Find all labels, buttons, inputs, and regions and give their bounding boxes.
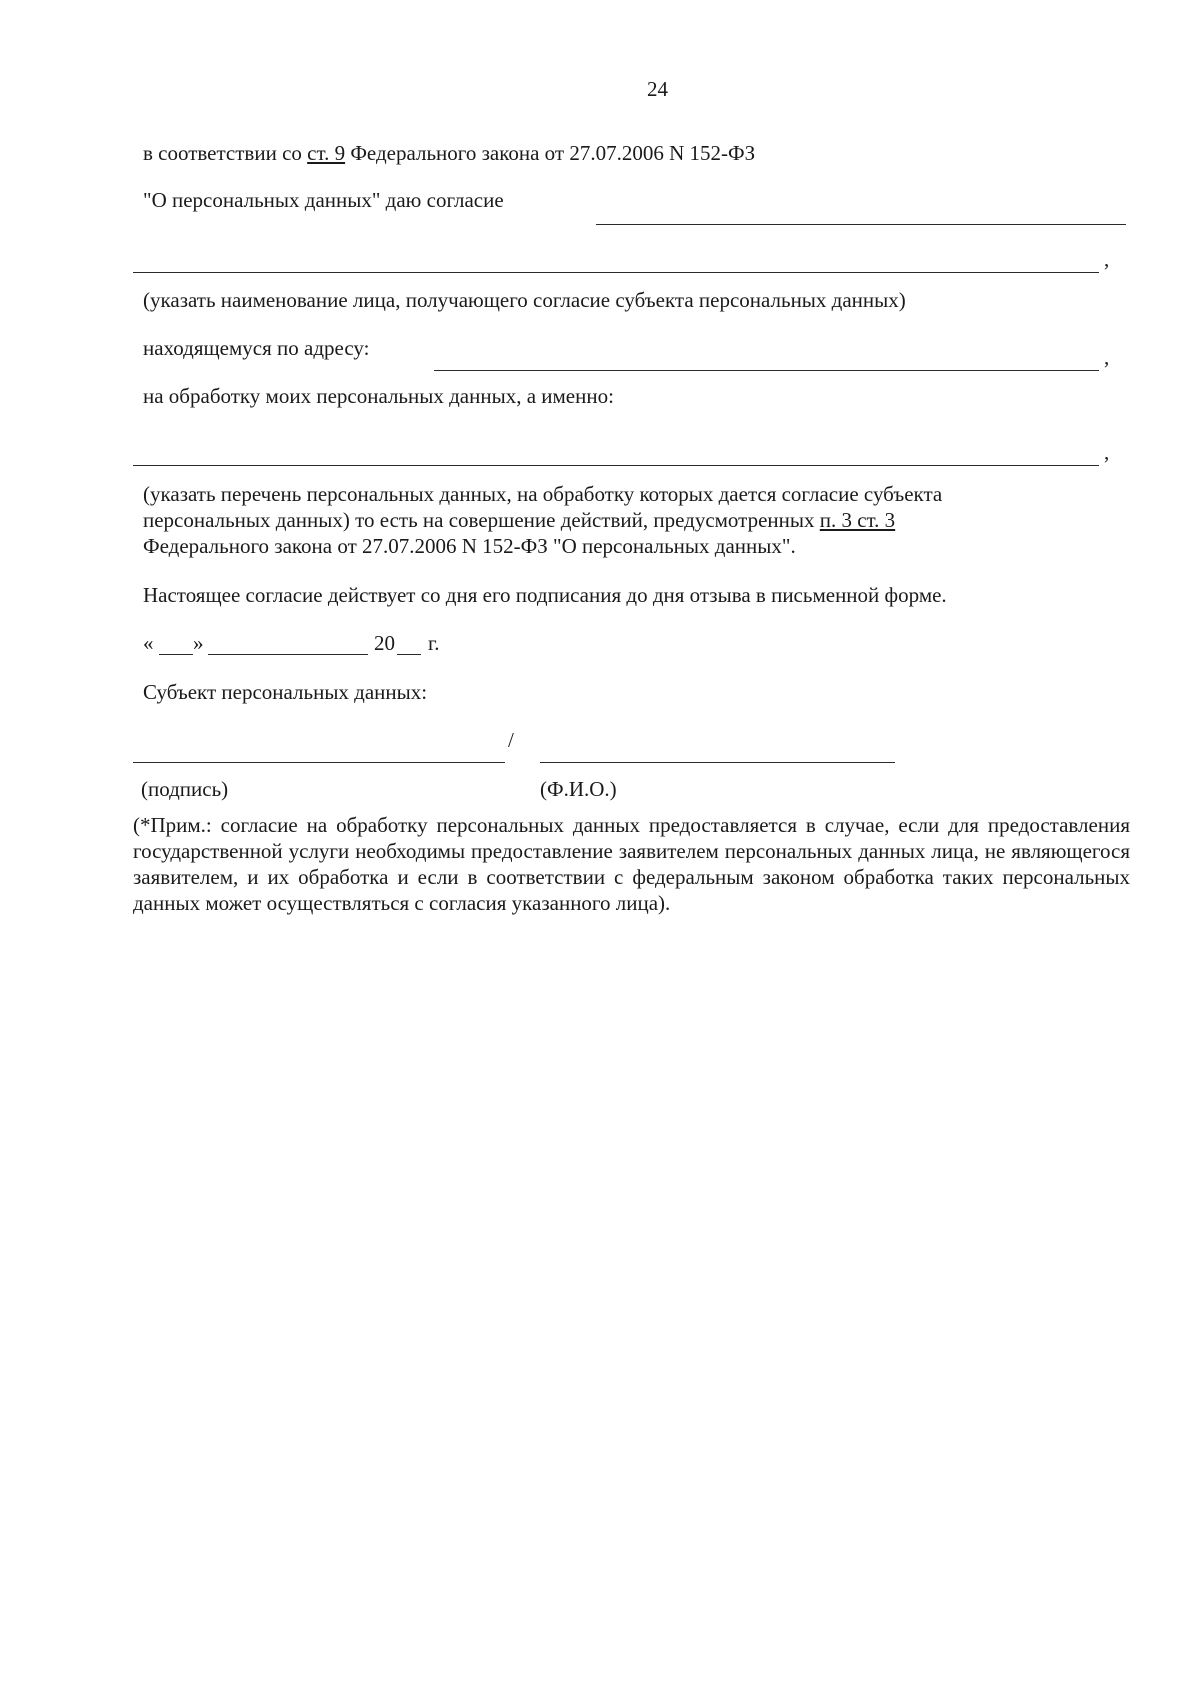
date-close-quote: » [193, 631, 204, 655]
validity-statement: Настоящее согласие действует со дня его подписания до дня отзыва в письменной форме. [143, 583, 947, 607]
consent-intro-post: Федерального закона от 27.07.2006 N 152-ФЗ [345, 141, 756, 165]
subject-label: Субъект персональных данных: [143, 680, 428, 704]
law-point-link[interactable]: п. 3 ст. 3 [819, 508, 896, 532]
footnote: (*Прим.: согласие на обработку персональных данных предоставляется в случае, если для предоставления государственной услуги необходимы предоставление заявителем персональных данных лица, не являющегося заявителем, и их обработка и если в соответствии с федеральным законом обработка таких персональных данных может осуществляться с согласия указанного лица). [133, 813, 1130, 915]
date-year-line[interactable] [397, 654, 421, 655]
signature-line[interactable] [133, 762, 505, 763]
consent-law-title: "О персональных данных" даю согласие [143, 188, 504, 212]
list-hint-line-1: (указать перечень персональных данных, на обработку которых дается согласие субъекта [143, 482, 943, 506]
personal-data-list-line[interactable] [133, 465, 1099, 466]
address-comma: , [1104, 345, 1110, 369]
date-month-line[interactable] [208, 654, 368, 655]
date-year-prefix: 20 [374, 631, 395, 655]
consent-intro-pre: в соответствии со [143, 141, 308, 165]
consent-recipient-line-2[interactable] [133, 272, 1099, 273]
consent-intro-line [143, 140, 755, 166]
list-hint-line-2 [143, 507, 895, 533]
signature-caption: (подпись) [141, 777, 229, 801]
date-day-line[interactable] [159, 654, 193, 655]
recipient-hint: (указать наименование лица, получающего согласие субъекта персональных данных) [143, 288, 906, 312]
date-year-suffix: г. [428, 631, 440, 655]
date-row [143, 630, 154, 656]
address-line[interactable] [434, 370, 1099, 371]
signature-slash: / [508, 728, 514, 752]
address-label: находящемуся по адресу: [143, 336, 370, 360]
list-hint-line-2-text: персональных данных) то есть на совершение действий, предусмотренных [143, 508, 820, 532]
date-open-quote: « [143, 631, 154, 655]
list-comma: , [1104, 440, 1110, 464]
law-article-link[interactable]: ст. 9 [307, 141, 346, 165]
fio-caption: (Ф.И.О.) [540, 777, 617, 801]
fio-line[interactable] [540, 762, 895, 763]
recipient-comma: , [1104, 247, 1110, 271]
list-hint-line-3: Федерального закона от 27.07.2006 N 152-ФЗ "О персональных данных". [143, 534, 796, 558]
page-number: 24 [647, 77, 668, 101]
processing-label: на обработку моих персональных данных, а именно: [143, 384, 614, 408]
consent-recipient-line-1[interactable] [596, 224, 1126, 225]
